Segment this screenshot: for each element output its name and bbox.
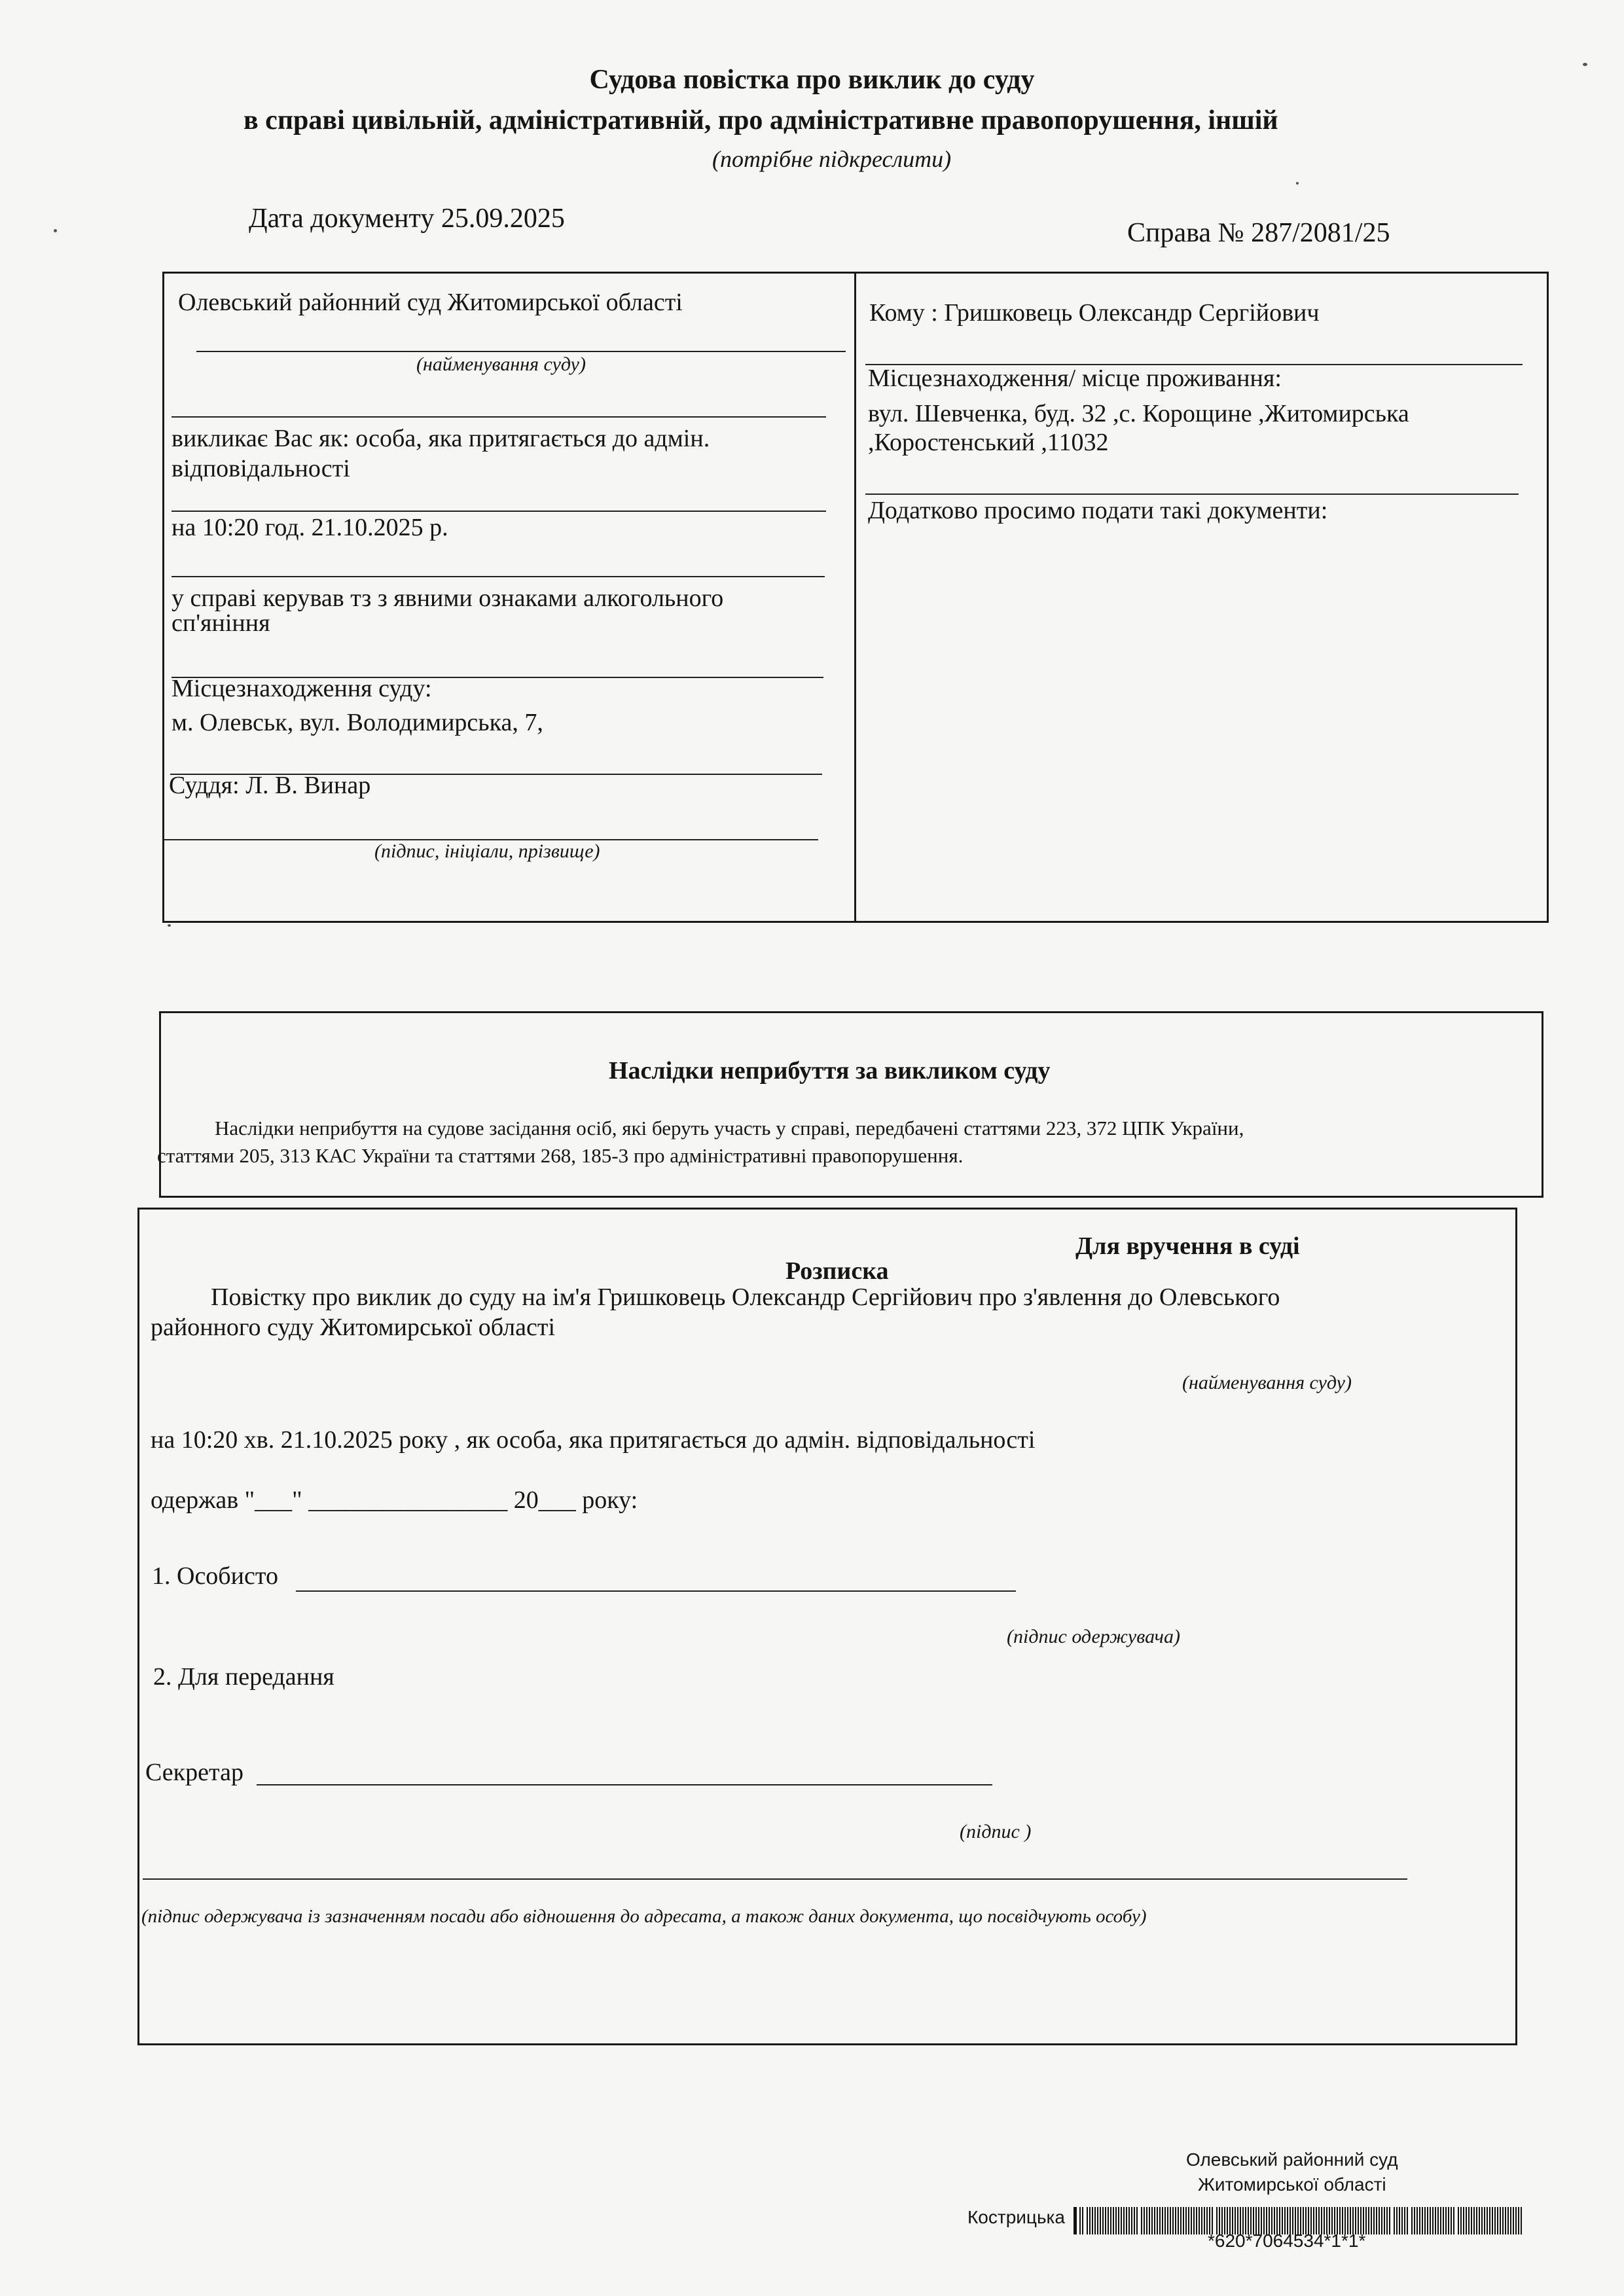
barcode-bar [1136, 2207, 1138, 2234]
title-line-2: в справі цивільній, адміністративній, про адміністративне правопорушення, іншій [244, 105, 1278, 135]
transfer-label: 2. Для передання [153, 1663, 334, 1691]
barcode-bar [1134, 2207, 1135, 2234]
consequences-box [159, 1011, 1543, 1198]
barcode-bar [1468, 2207, 1470, 2234]
barcode-bar [1437, 2207, 1439, 2234]
barcode-bar [1515, 2207, 1517, 2234]
barcode-bar [1427, 2207, 1428, 2234]
secretary-signature-caption: (підпис ) [960, 1821, 1032, 1842]
barcode-bar [1386, 2207, 1388, 2234]
recipient-address-line-2: ,Коростенський ,11032 [868, 429, 1109, 456]
stamp-court-line-2: Житомирської області [1198, 2174, 1386, 2195]
barcode-bar [1128, 2207, 1130, 2234]
barcode-bar [1518, 2207, 1519, 2234]
barcode-bar [1505, 2207, 1506, 2234]
barcode-bar [1113, 2207, 1114, 2234]
barcode-bar [1502, 2207, 1504, 2234]
barcode-bar [1460, 2207, 1462, 2234]
receipt-time-line: на 10:20 хв. 21.10.2025 року , як особа, яка притягається до адмін. відповідальності [151, 1426, 1036, 1454]
barcode-bar [1458, 2207, 1459, 2234]
recipient-address-line-1: вул. Шевченка, буд. 32 ,с. Корощине ,Житомирська [868, 400, 1409, 427]
barcode-bar [1368, 2207, 1369, 2234]
barcode-bar [1204, 2207, 1205, 2234]
document-date-label: Дата документу [249, 204, 435, 234]
barcode-bar [1199, 2207, 1200, 2234]
barcode-bar [1121, 2207, 1122, 2234]
judge-signature-caption: (підпис, ініціали, прізвище) [374, 840, 600, 862]
scan-speck [54, 229, 57, 232]
barcode-bar [1118, 2207, 1119, 2234]
barcode-bar [1479, 2207, 1480, 2234]
consequences-text-line-2: статтями 205, 313 КАС України та статтями 268, 185-3 про адміністративні правопорушення. [157, 1144, 964, 1167]
barcode-bar [1507, 2207, 1509, 2234]
barcode-bar [1105, 2207, 1106, 2234]
barcode-bar [1500, 2207, 1501, 2234]
barcode-bar [1381, 2207, 1382, 2234]
received-date-line: одержав "___" ________________ 20___ року: [151, 1486, 638, 1514]
barcode-bar [1100, 2207, 1101, 2234]
barcode-bar [1389, 2207, 1390, 2234]
receipt-line-1: Повістку про виклик до суду на ім'я Гришковець Олександр Сергійович про з'явлення до Олевського [211, 1283, 1280, 1311]
court-name-caption: (найменування суду) [416, 353, 586, 375]
stamp-name: Кострицька [967, 2207, 1065, 2227]
barcode-bar [1175, 2207, 1176, 2234]
barcode-bar [1440, 2207, 1441, 2234]
document-date [249, 203, 565, 234]
barcode-bar [1379, 2207, 1380, 2234]
summons-as-line-1: викликає Вас як: особа, яка притягається до адмін. [171, 425, 710, 452]
barcode-bar [1407, 2207, 1408, 2234]
case-number-value: 287/2081/25 [1251, 218, 1390, 248]
barcode-bar [1473, 2207, 1475, 2234]
barcode-text: *620*7064534*1*1* [1208, 2231, 1366, 2251]
barcode-bar [1448, 2207, 1449, 2234]
recipient-location-label: Місцезнаходження/ місце проживання: [868, 365, 1282, 392]
barcode-bar [1162, 2207, 1163, 2234]
barcode-bar [1416, 2207, 1418, 2234]
barcode-bar [1521, 2207, 1522, 2234]
barcode-bar [1411, 2207, 1413, 2234]
barcode-bar [1196, 2207, 1197, 2234]
barcode-bar [1170, 2207, 1171, 2234]
barcode-bar [1376, 2207, 1377, 2234]
case-number-label: Справа № [1127, 218, 1244, 248]
summons-as-line-2: відповідальності [171, 455, 350, 482]
barcode-bar [1172, 2207, 1174, 2234]
recipient-signature-caption: (підпис одержувача) [1007, 1626, 1180, 1647]
receipt-court-caption: (найменування суду) [1182, 1372, 1352, 1393]
barcode-bar [1384, 2207, 1385, 2234]
stamp-court-line-1: Олевський районний суд [1186, 2149, 1398, 2170]
barcode-bar [1510, 2207, 1511, 2234]
barcode-bar [1497, 2207, 1498, 2234]
title-line-1: Судова повістка про виклик до суду [589, 65, 1035, 95]
barcode-bar [1463, 2207, 1464, 2234]
barcode-bar [1201, 2207, 1202, 2234]
barcode-bar [1193, 2207, 1195, 2234]
barcode-bar [1110, 2207, 1111, 2234]
barcode-bar [1149, 2207, 1150, 2234]
barcode-bar [1097, 2207, 1098, 2234]
barcode-bar [1430, 2207, 1431, 2234]
barcode-bar [1484, 2207, 1485, 2234]
barcode-bar [1466, 2207, 1467, 2234]
court-location-value: м. Олевськ, вул. Володимирська, 7, [171, 709, 543, 736]
judge-name: Суддя: Л. В. Винар [169, 772, 371, 799]
barcode-bar [1079, 2207, 1081, 2234]
barcode-bar [1180, 2207, 1182, 2234]
barcode-bar [1513, 2207, 1514, 2234]
barcode-bar [1451, 2207, 1452, 2234]
barcode-bar [1492, 2207, 1493, 2234]
case-subject-line-1: у справі керував тз з явними ознаками алкогольного [171, 584, 724, 612]
receipt-footer-caption: (підпис одержувача із зазначенням посади або відношення до адресата, а також даних документа, що посвідчують особу) [141, 1906, 1147, 1927]
barcode-bar [1094, 2207, 1096, 2234]
barcode-bar [1188, 2207, 1189, 2234]
barcode-bar [1157, 2207, 1158, 2234]
barcode-bar [1082, 2207, 1083, 2234]
barcode-bar [1092, 2207, 1093, 2234]
barcode-bar [1191, 2207, 1192, 2234]
scan-speck [1296, 182, 1299, 185]
barcode-bar [1394, 2207, 1395, 2234]
barcode-bar [1126, 2207, 1127, 2234]
barcode-bar [1151, 2207, 1153, 2234]
barcode-bar [1154, 2207, 1155, 2234]
barcode-bar [1453, 2207, 1454, 2234]
consequences-text-line-1: Наслідки неприбуття на судове засідання осіб, які беруть участь у справі, передбачені статтями 223, 372 ЦПК України, [215, 1117, 1244, 1139]
case-subject-line-2: сп'яніння [171, 609, 270, 637]
barcode-bar [1159, 2207, 1161, 2234]
form-divider [854, 272, 856, 923]
barcode-bar [1396, 2207, 1398, 2234]
case-number [1127, 217, 1390, 249]
barcode-bar [1123, 2207, 1125, 2234]
barcode-bar [1494, 2207, 1496, 2234]
barcode-bar [1401, 2207, 1403, 2234]
barcode-bar [1371, 2207, 1372, 2234]
court-name: Олевський районний суд Житомирської області [178, 289, 683, 316]
personally-label: 1. Особисто [152, 1562, 278, 1590]
secretary-label: Секретар [145, 1759, 244, 1786]
receipt-title: Розписка [785, 1257, 889, 1285]
barcode-bar [1108, 2207, 1109, 2234]
barcode-bar [1445, 2207, 1447, 2234]
scan-speck [168, 924, 171, 927]
barcode-bar [1422, 2207, 1423, 2234]
barcode-bar [1424, 2207, 1426, 2234]
additional-documents-label: Додатково просимо подати такі документи: [868, 497, 1328, 524]
barcode-bar [1489, 2207, 1490, 2234]
barcode-bar [1141, 2207, 1142, 2234]
barcode-bar [1144, 2207, 1145, 2234]
document-date-value: 25.09.2025 [441, 204, 565, 234]
barcode-bar [1087, 2207, 1088, 2234]
barcode-bar [1443, 2207, 1444, 2234]
barcode-bar [1115, 2207, 1117, 2234]
barcode-bar [1487, 2207, 1488, 2234]
barcode-bar [1074, 2207, 1077, 2234]
barcode-bar [1167, 2207, 1168, 2234]
barcode-bar [1178, 2207, 1179, 2234]
barcode-bar [1164, 2207, 1166, 2234]
barcode-bar [1399, 2207, 1400, 2234]
barcode-bar [1435, 2207, 1436, 2234]
barcode-bar [1183, 2207, 1184, 2234]
barcode-bar [1414, 2207, 1415, 2234]
barcode-bar [1131, 2207, 1132, 2234]
barcode-bar [1419, 2207, 1420, 2234]
for-court-label: Для вручення в суді [1075, 1232, 1300, 1260]
receipt-line-2: районного суду Житомирської області [151, 1314, 556, 1341]
barcode-bar [1185, 2207, 1187, 2234]
barcode-bar [1146, 2207, 1147, 2234]
barcode-bar [1481, 2207, 1483, 2234]
barcode-bar [1373, 2207, 1375, 2234]
title-note: (потрібне підкреслити) [712, 146, 952, 172]
barcode-bar [1102, 2207, 1104, 2234]
barcode-bar [1471, 2207, 1472, 2234]
barcode-bar [1432, 2207, 1434, 2234]
barcode-bar [1089, 2207, 1091, 2234]
hearing-time: на 10:20 год. 21.10.2025 р. [171, 514, 448, 541]
recipient-name: Кому : Гришковець Олександр Сергійович [869, 299, 1320, 327]
consequences-title: Наслідки неприбуття за викликом суду [609, 1057, 1051, 1085]
court-location-label: Місцезнаходження суду: [171, 675, 432, 702]
barcode-bar [1476, 2207, 1477, 2234]
scan-speck [1583, 63, 1587, 66]
barcode-bar [1404, 2207, 1405, 2234]
